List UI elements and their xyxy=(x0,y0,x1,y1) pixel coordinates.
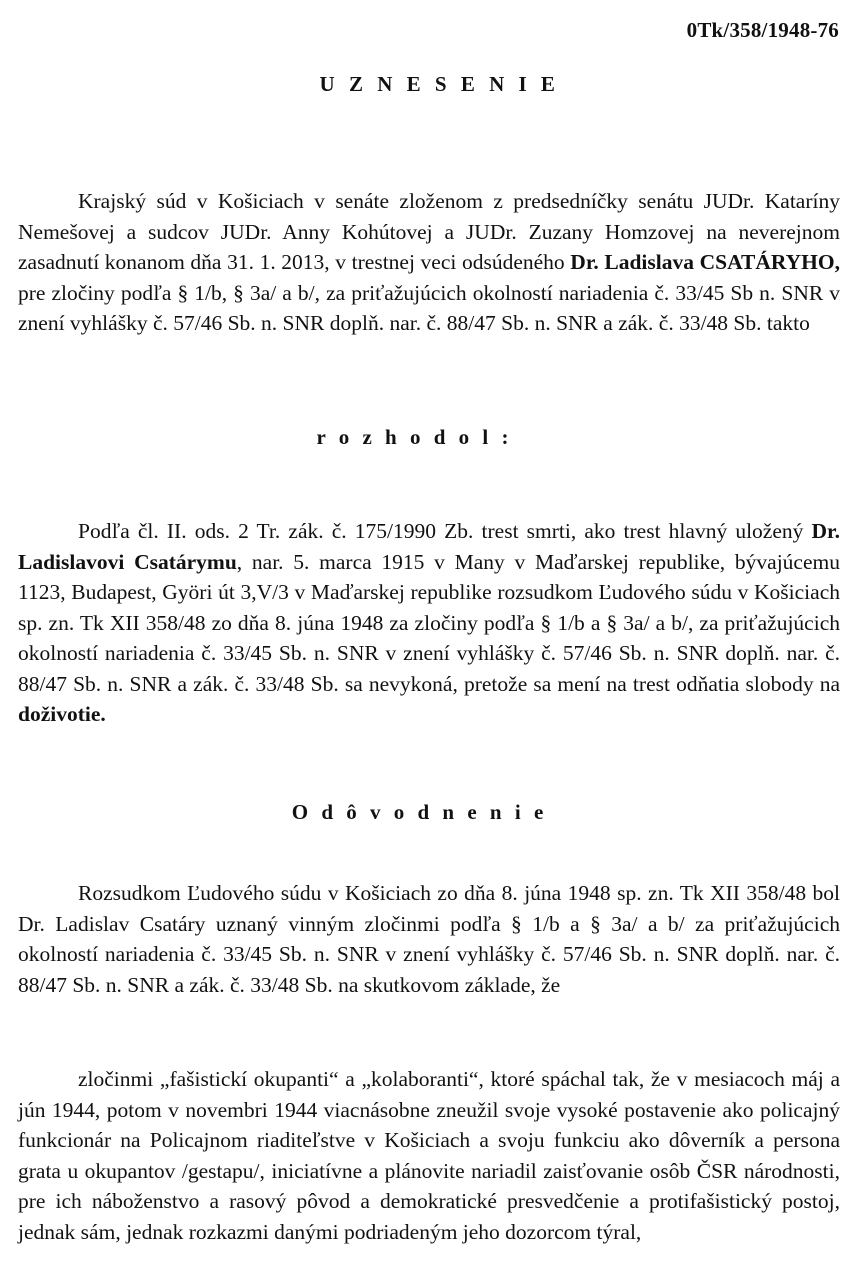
reasoning-paragraph-2: zločinmi „fašistickí okupanti“ a „kolaboranti“, ktoré spáchal tak, že v mesiacoch máj a jún 1944, potom v novembri 1944 viacnásobne zneužil svoje vysoké postavenie ako policajný funkcionár na Policajnom riaditeľstve v Košiciach a svoju funkciu ako dôverník a persona grata u okupantov /gestapu/, iniciatívne a plánovite nariadil zaisťovanie osôb ČSR národnosti, pre ich náboženstvo a rasový pôvod a demokratické presvedčenie a protifašistický postoj, jednak sám, jednak rozkazmi danými podriadeným jeho dozorcom týral, xyxy=(18,1067,840,1244)
intro-text-1: Krajský súd v Košiciach v senáte zloženom z predsedníčky senátu JUDr. Kataríny Nemešovej a sudcov JUDr. Anny Kohútovej a JUDr. Zuzany Homzovej na neverejnom zasadnutí konanom dňa 31. 1. 2013, v trestnej veci odsúdeného xyxy=(18,189,840,274)
intro-paragraph xyxy=(18,186,840,339)
convict-name: Dr. Ladislava CSATÁRYHO, xyxy=(570,250,841,274)
reasoning-paragraph-1: Rozsudkom Ľudového súdu v Košiciach zo dňa 8. júna 1948 sp. zn. Tk XII 358/48 bol Dr. Ladislav Csatáry uznaný vinným zločinmi podľa § 1/b a § 3a/ a b/ za priťažujúcich okolností nariadenia č. 33/45 Sb. n. SNR v znení vyhlášky č. 57/46 Sb. n. SNR doplň. nar. č. 88/47 Sb. n. SNR a zák. č. 33/48 Sb. na skutkovom základe, že xyxy=(18,881,840,997)
document-title: U Z N E S E N I E xyxy=(319,72,560,96)
decision-text-2: , nar. 5. marca 1915 v Many v Maďarskej republike, bývajúcemu 1123, Budapest, Györi út 3,V/3 v Maďarskej republike rozsudkom Ľudového súdu v Košiciach sp. zn. Tk XII 358/48 zo dňa 8. júna 1948 za zločiny podľa § 1/b a § 3a/ a b/, za priťažujúcich okolností nariadenia č. 33/45 Sb. n. SNR v znení vyhlášky č. 57/46 Sb. n. SNR doplň. nar. č. 88/47 Sb. n. SNR a zák. č. 33/48 Sb. sa nevykoná, pretože sa mení na trest odňatia slobody na xyxy=(18,549,840,696)
decision-paragraph xyxy=(18,516,840,730)
reasoning-heading: O d ô v o d n e n i e xyxy=(291,800,548,824)
intro-text-2: pre zločiny podľa § 1/b, § 3a/ a b/, za priťažujúcich okolností nariadenia č. 33/45 Sb n. SNR v znení vyhlášky č. 57/46 Sb. n. SNR doplň. nar. č. 88/47 Sb. n. SNR a zák. č. 33/48 Sb. takto xyxy=(18,280,840,335)
decision-text-1: Podľa čl. II. ods. 2 Tr. zák. č. 175/1990 Zb. trest smrti, ako trest hlavný uložený xyxy=(78,519,812,543)
sentence-term: doživotie. xyxy=(18,702,106,726)
decision-convict-name: Dr. Ladislavovi Csatárymu xyxy=(18,519,840,574)
decision-heading: r o z h o d o l : xyxy=(316,425,513,449)
case-number: 0Tk/358/1948-76 xyxy=(686,18,839,42)
